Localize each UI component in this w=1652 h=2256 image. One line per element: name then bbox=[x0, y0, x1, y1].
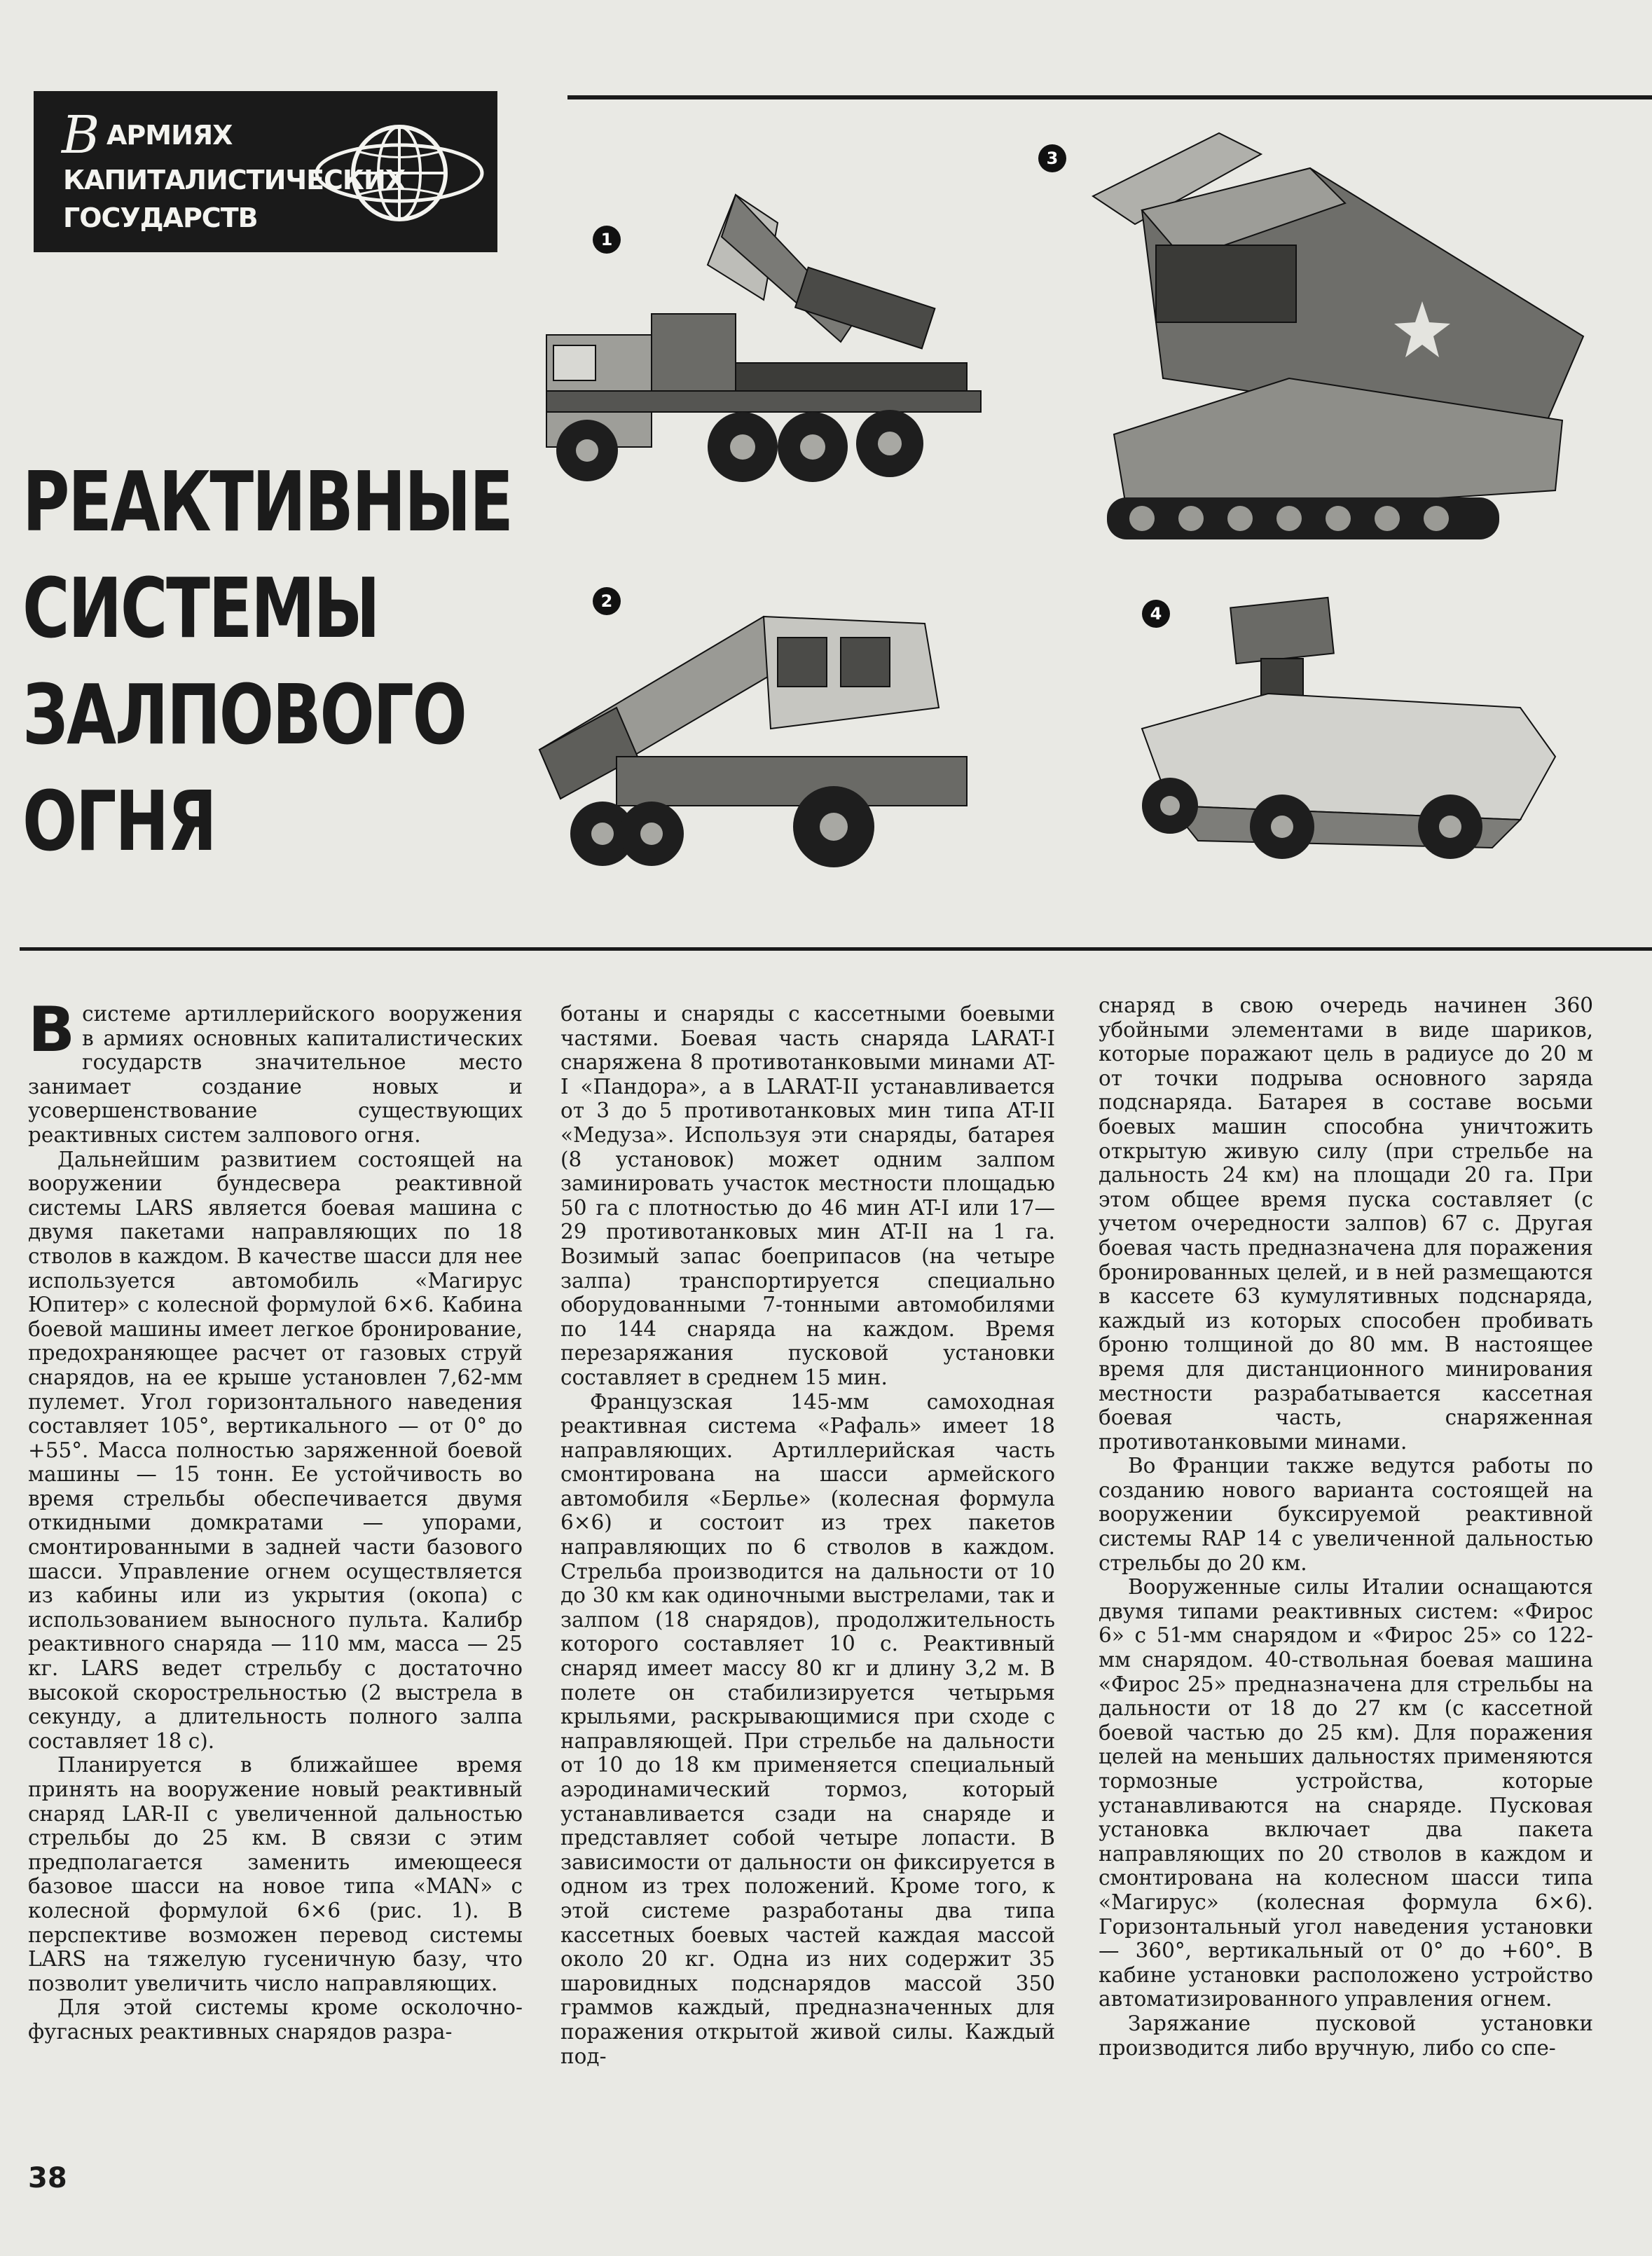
headline-line-2: СИСТЕМЫ bbox=[22, 560, 379, 656]
figure-4-apc-launcher-image bbox=[1128, 589, 1562, 897]
headline bbox=[22, 448, 512, 874]
globe-icon bbox=[314, 121, 486, 226]
article-paragraph: Вооруженные силы Италии оснащаются двумя типами реактивных систем: «Фирос 6» с 51-мм снарядом и «Фирос 25» со 122-мм снарядом. 40-ствольная боевая машина «Фирос 25» предназначена для стрельбы на дальности от 18 до 27 км (с кассетной боевой частью до 25 км). Для поражения целей на меньших дальностях применяются тормозные устройства, которые устанавливаются на снаряде. Пусковая установка включает два пакета направляющих по 20 стволов в каждом и смонтирована на колесном шасси типа «Магирус» (колесная формула 6×6). Горизонтальный угол наведения установки — 360°, вертикальный от 0° до +60°. В кабине установки расположено устройство автоматизированного управления огнем. bbox=[1099, 1575, 1593, 2011]
article-column-2 bbox=[560, 1002, 1055, 2068]
article-paragraph bbox=[28, 993, 523, 1148]
figure-number-2: 2 bbox=[593, 587, 621, 615]
article-column-3 bbox=[1099, 993, 1593, 2060]
figure-1-lars-truck-image bbox=[532, 181, 1023, 489]
article-paragraph: Для этой системы кроме осколочно-фугасных реактивных снарядов разра- bbox=[28, 1995, 523, 2044]
headline-line-4: ОГНЯ bbox=[22, 773, 216, 869]
top-rule bbox=[567, 95, 1652, 99]
drop-cap: В bbox=[28, 993, 76, 1066]
article-column-1 bbox=[28, 993, 523, 2044]
figure-number-3: 3 bbox=[1038, 144, 1066, 172]
headline-line-1: РЕАКТИВНЫЕ bbox=[22, 453, 512, 550]
article-paragraph: снаряд в свою очередь начинен 360 убойными элементами в виде шариков, которые поражают цель в радиусе до 20 м от точки подрыва основного заряда подснаряда. Батарея в составе восьми боевых машин способна уничтожить открытую живую силу (при стрельбе на дальность 24 км) на площади 20 га. При этом общее время пуска составляет (с учетом очередности залпов) 67 с. Другая боевая часть предназначена для поражения бронированных целей, и в ней размещаются в кассете 63 кумулятивных подснаряда, каждый из которых способен пробивать броню толщиной до 80 мм. В настоящее время для дистанционного минирования местности разрабатывается кассетная боевая часть, снаряженная противотанковыми минами. bbox=[1099, 993, 1593, 1454]
page-number: 38 bbox=[28, 2162, 67, 2194]
rubric-line-2: КАПИТАЛИСТИЧЕСКИХ bbox=[63, 165, 406, 195]
paragraph-text: системе артиллерийского вооружения в армиях основных капиталистических государств значительное место занимает создание новых и усовершенствование существующих реактивных систем залпового огня. bbox=[28, 1002, 523, 1147]
figure-number-4: 4 bbox=[1142, 600, 1170, 628]
article-paragraph: Заряжание пусковой установки производится либо вручную, либо со спе- bbox=[1099, 2011, 1593, 2060]
rubric-badge bbox=[34, 91, 497, 252]
article-paragraph: ботаны и снаряды с кассетными боевыми частями. Боевая часть снаряда LARAT-I снаряжена 8 противотанковыми минами AT-I «Пандора», а в LARAT-II устанавливается от 3 до 5 противотанковых мин типа AT-II «Медуза». Используя эти снаряды, батарея (8 установок) может одним залпом заминировать участок местности площадью 50 га с плотностью до 46 мин AT-I или 17—29 противотанковых мин AT-II на 1 га. Возимый запас боеприпасов (на четыре залпа) транспортируется специально оборудованными 7-тонными автомобилями по 144 снаряда на каждом. Время перезаряжания пусковой установки составляет в среднем 15 мин. bbox=[560, 1002, 1055, 1389]
article-paragraph: Дальнейшим развитием состоящей на вооружении бундесвера реактивной системы LARS является боевая машина с двумя пакетами направляющих по 18 стволов в каждом. В качестве шасси для нее используется автомобиль «Магирус Юпитер» с колесной формулой 6×6. Кабина боевой машины имеет легкое бронирование, предохраняющее расчет от газовых струй снарядов, на ее крыше установлен 7,62-мм пулемет. Угол горизонтального наведения составляет 105°, вертикального — от 0° до +55°. Масса полностью заряженной боевой машины — 15 тонн. Ее устойчивость во время стрельбы обеспечивается двумя откидными домкратами — упорами, смонтированными в задней части базового шасси. Управление огнем осуществляется из кабины или из укрытия (окопа) с использованием выносного пульта. Калибр реактивного снаряда — 110 мм, масса — 25 кг. LARS ведет стрельбу с достаточно высокой скорострельностью (2 выстрела в секунду, а длительность полного залпа составляет 18 с). bbox=[28, 1147, 523, 1753]
rubric-line-1: АРМИЯХ bbox=[106, 120, 233, 151]
article-paragraph: Планируется в ближайшее время принять на вооружение новый реактивный снаряд LAR-II с увеличенной дальностью стрельбы до 25 км. В связи с этим предполагается заменить имеющееся базовое шасси на новое типа «MAN» с колесной формулой 6×6 (рис. 1). В перспективе возможен перевод системы LARS на тяжелую гусеничную базу, что позволит увеличить число направляющих. bbox=[28, 1753, 523, 1995]
section-rule bbox=[20, 947, 1652, 951]
rubric-line-3: ГОСУДАРСТВ bbox=[63, 202, 258, 233]
article-paragraph: Французская 145-мм самоходная реактивная система «Рафаль» имеет 18 направляющих. Артиллерийская часть смонтирована на шасси армейского автомобиля «Берлье» (колесная формула 6×6) и состоит из трех пакетов направляющих по 6 стволов в каждом. Стрельба производится на дальности от 10 до 30 км как одиночными выстрелами, так и залпом (18 снарядов), продолжительность которого составляет 10 с. Реактивный снаряд имеет массу 80 кг и длину 3,2 м. В полете он стабилизируется четырьмя крыльями, раскрывающимися при сходе с направляющей. При стрельбе на дальности от 10 до 18 км применяется специальный аэродинамический тормоз, который устанавливается сзади на снаряде и представляет собой четыре лопасти. В зависимости от дальности он фиксируется в одном из трех положений. Кроме того, к этой системе разработаны два типа кассетных боевых частей каждая массой около 20 кг. Одна из них содержит 35 шаровидных подснарядов массой 350 граммов каждый, предназначенных для поражения открытой живой силы. Каждый под- bbox=[560, 1389, 1055, 2068]
figure-2-rafale-truck-image bbox=[532, 603, 1023, 883]
figure-number-1: 1 bbox=[593, 226, 621, 254]
headline-line-3: ЗАЛПОВОГО bbox=[22, 666, 466, 763]
article-paragraph: Во Франции также ведутся работы по созданию нового варианта состоящей на вооружении буксируемой реактивной системы RAP 14 с увеличенной дальностью стрельбы до 20 км. bbox=[1099, 1454, 1593, 1575]
figure-3-tracked-mlrs-image bbox=[1079, 126, 1590, 560]
rubric-script-letter: В bbox=[62, 105, 100, 165]
